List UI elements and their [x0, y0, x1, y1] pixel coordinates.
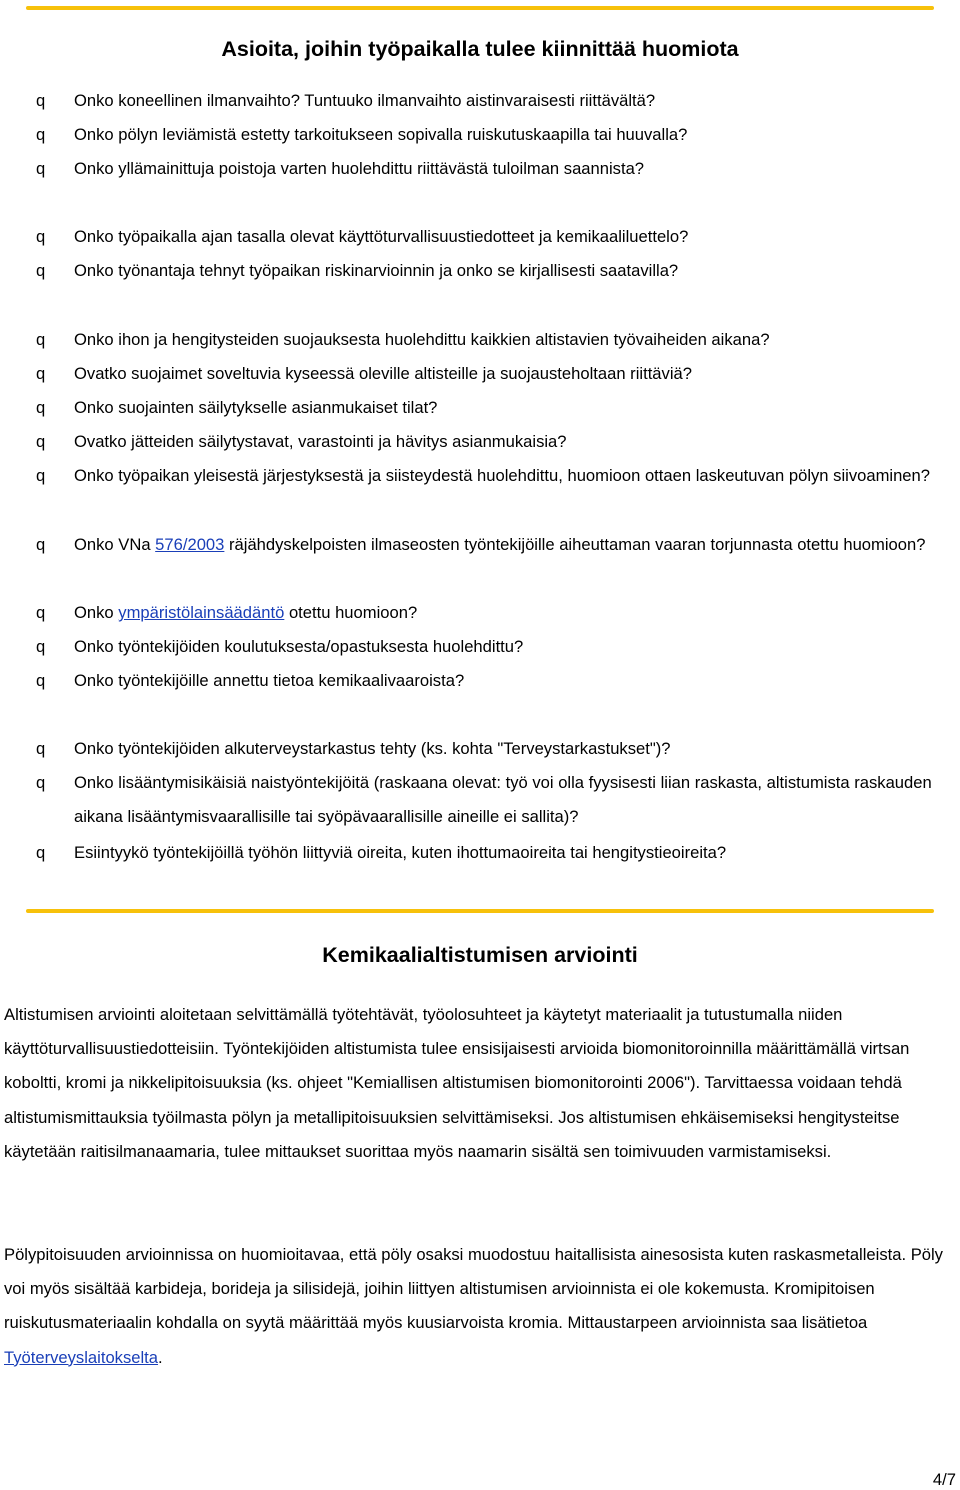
- checklist-item-text: Onko työntekijöille annettu tietoa kemikaalivaaroista?: [74, 671, 465, 690]
- checkbox-bullet-icon: q: [36, 535, 46, 554]
- checkbox-bullet-icon: q: [36, 603, 46, 622]
- paragraph-exposure-assessment: Altistumisen arviointi aloitetaan selvittämällä työtehtävät, työolosuhteet ja käytetyt materiaalit ja tutustumalla niiden käyttöturvallisuustiedotteisiin. Työntekijöiden altistumista tulee ensisijaisesti arvioida biomonitoroinnilla määrittämällä virtsan koboltti, kromi ja nikkelipitoisuuksia (ks. ohjeet "Kemiallisen altistumisen biomonitorointi 2006"). Tarvittaessa voidaan tehdä altistumismittauksia työilmasta pölyn ja metallipitoisuuksien selvittämiseksi. Jos altistumisen ehkäisemiseksi hengitysteitse käytetään raitisilmanaamaria, tulee mittaukset suorittaa myös naamarin sisältä sen toimivuuden varmistamiseksi.: [4, 1005, 910, 1161]
- checklist-item-text: Onko työpaikan yleisestä järjestyksestä ja siisteydestä huolehdittu, huomioon ottaen laskeutuvan pölyn siivoaminen?: [74, 466, 930, 485]
- checklist-item-text: Onko pölyn leviämistä estetty tarkoitukseen sopivalla ruiskutuskaapilla tai huuvalla?: [74, 125, 688, 144]
- section-divider: [26, 909, 934, 913]
- paragraph-text: Pölypitoisuuden arvioinnissa on huomioitavaa, että pöly osaksi muodostuu haitallisista ainesosista kuten raskasmetalleista. Pöly voi myös sisältää karbideja, borideja ja silisidejä, joihin liittyen altistumisen arvioinnista ei ole kokemusta. Kromipitoisen ruiskutusmateriaalin kohdalla on syytä määrittää myös kuusiarvoista kromia. Mittaustarpeen arvioinnista saa lisätietoa: [4, 1245, 943, 1333]
- checklist-item-text: Onko lisääntymisikäisiä naistyöntekijöitä (raskaana olevat: työ voi olla fyysisesti liian raskasta, altistumista raskauden aikana lisääntymisvaarallisille tai syöpävaarallisille aineille ei sallita)?: [74, 773, 932, 826]
- checklist-item-text: Onko ihon ja hengitysteiden suojauksesta huolehdittu kaikkien altistavien työvaiheiden aikana?: [74, 330, 770, 349]
- checkbox-bullet-icon: q: [36, 432, 46, 451]
- checklist-item-text: Onko yllämainittuja poistoja varten huolehdittu riittävästä tuloilman saannista?: [74, 159, 645, 178]
- checkbox-bullet-icon: q: [36, 227, 46, 246]
- checklist-item-text: Onko koneellinen ilmanvaihto? Tuntuuko ilmanvaihto aistinvaraisesti riittävältä?: [74, 91, 656, 110]
- checkbox-bullet-icon: q: [36, 125, 46, 144]
- checkbox-bullet-icon: q: [36, 671, 46, 690]
- checkbox-bullet-icon: q: [36, 261, 46, 280]
- section-title-workplace: Asioita, joihin työpaikalla tulee kiinnittää huomiota: [221, 37, 739, 61]
- link-ymparistolainsaadanto[interactable]: ympäristölainsäädäntö: [118, 603, 285, 622]
- checklist-item-text: Ovatko suojaimet soveltuvia kyseessä oleville altisteille ja suojausteholtaan riittäviä?: [74, 364, 692, 383]
- checklist-item-text: Onko suojainten säilytykselle asianmukaiset tilat?: [74, 398, 438, 417]
- checklist-item-text: Ovatko jätteiden säilytystavat, varastointi ja hävitys asianmukaisia?: [74, 432, 567, 451]
- page-number: 4/7: [932, 1470, 956, 1489]
- paragraph-text-end: .: [158, 1347, 163, 1367]
- item-text-post: räjähdyskelpoisten ilmaseosten työntekijöille aiheuttaman vaaran torjunnasta otettu huomioon?: [224, 535, 926, 554]
- checklist-item-text: Onko työnantaja tehnyt työpaikan riskinarvioinnin ja onko se kirjallisesti saatavilla?: [74, 261, 679, 280]
- item-text-pre: Onko: [74, 603, 119, 622]
- checkbox-bullet-icon: q: [36, 398, 46, 417]
- section-title-exposure-assessment: Kemikaalialtistumisen arviointi: [322, 943, 638, 967]
- checklist-item-text: Onko työntekijöiden koulutuksesta/opastuksesta huolehdittu?: [74, 637, 524, 656]
- checklist-item-text: [74, 596, 944, 630]
- item-text-post: otettu huomioon?: [284, 603, 418, 622]
- checkbox-bullet-icon: q: [36, 466, 46, 485]
- checkbox-bullet-icon: q: [36, 330, 46, 349]
- checklist-item-text: [74, 528, 944, 562]
- checkbox-bullet-icon: q: [36, 637, 46, 656]
- checkbox-bullet-icon: q: [36, 739, 46, 758]
- top-divider: [26, 6, 934, 10]
- link-vna-576-2003[interactable]: 576/2003: [155, 535, 225, 554]
- checkbox-bullet-icon: q: [36, 91, 46, 110]
- checkbox-bullet-icon: q: [36, 159, 46, 178]
- paragraph-dust-assessment: [4, 1238, 954, 1375]
- link-tyoterveyslaitos[interactable]: Työterveyslaitokselta: [4, 1347, 159, 1367]
- checkbox-bullet-icon: q: [36, 773, 46, 792]
- checklist-item-text: Esiintyykö työntekijöillä työhön liittyviä oireita, kuten ihottumaoireita tai hengitystieoireita?: [74, 843, 727, 862]
- item-text-pre: Onko VNa: [74, 535, 156, 554]
- checklist-item-text: Onko työntekijöiden alkuterveystarkastus tehty (ks. kohta "Terveystarkastukset")?: [74, 739, 671, 758]
- checklist-item-text: Onko työpaikalla ajan tasalla olevat käyttöturvallisuustiedotteet ja kemikaaliluettelo?: [74, 227, 689, 246]
- checkbox-bullet-icon: q: [36, 843, 46, 862]
- checkbox-bullet-icon: q: [36, 364, 46, 383]
